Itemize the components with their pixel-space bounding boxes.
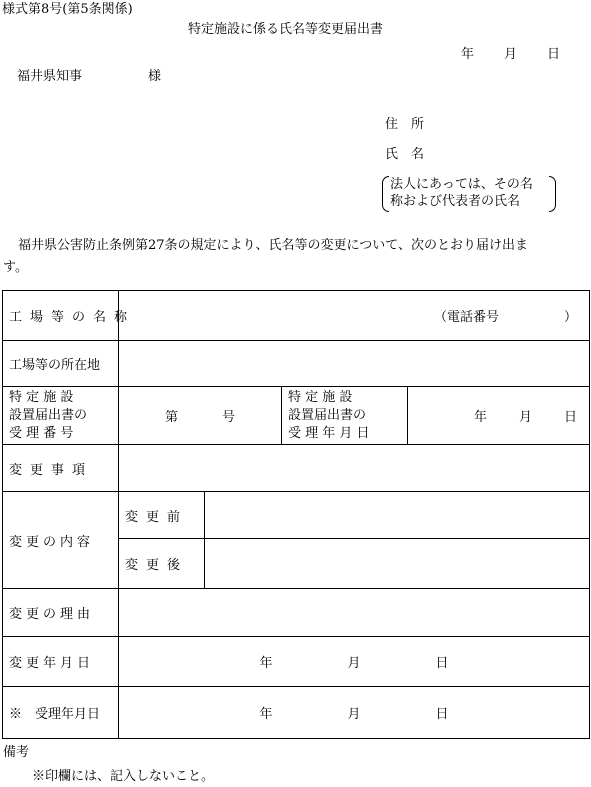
before-label: 変更前 <box>119 492 205 539</box>
location-field[interactable] <box>119 341 590 387</box>
receipt-date-label: ※ 受理年月日 <box>3 687 119 739</box>
name-label: 氏 名 <box>385 147 425 162</box>
row-receipt-date <box>3 687 590 739</box>
row-change-item <box>3 445 590 492</box>
reason-field[interactable] <box>119 589 590 637</box>
notif-month: 月 <box>518 410 532 425</box>
note-1: ※印欄には、記入しないこと。 <box>32 769 215 784</box>
form-number: 様式第8号(第5条関係) <box>2 2 133 17</box>
notif-year: 年 <box>473 410 487 425</box>
corporate-note <box>382 176 556 210</box>
notif-date-field[interactable] <box>408 387 590 445</box>
address-label: 住 所 <box>385 117 425 132</box>
row-change-date <box>3 637 590 687</box>
receipt-date-field[interactable] <box>119 687 590 739</box>
row-notification <box>3 387 590 445</box>
notif-number-label <box>3 387 119 445</box>
before-field[interactable] <box>205 492 590 539</box>
change-item-field[interactable] <box>119 445 590 492</box>
change-month: 月 <box>347 656 361 671</box>
phone-label: （電話番号 ） <box>434 310 578 325</box>
factory-name-field[interactable] <box>119 291 590 341</box>
row-reason <box>3 589 590 637</box>
change-year: 年 <box>259 656 273 671</box>
submission-date <box>461 48 560 61</box>
change-date-field[interactable] <box>119 637 590 687</box>
change-content-label: 変更の内容 <box>3 492 119 589</box>
row-change-before <box>3 492 590 539</box>
left-bracket <box>382 176 389 212</box>
notes-heading: 備考 <box>3 745 30 760</box>
row-factory-name <box>3 291 590 341</box>
notif-date-label-3: 受 理 年 月 日 <box>288 425 370 441</box>
go-label: 号 <box>222 410 236 425</box>
date-year: 年 <box>461 47 475 62</box>
notif-day: 日 <box>564 410 578 425</box>
change-day: 日 <box>435 656 449 671</box>
form-table <box>2 290 590 739</box>
change-item-label: 変更事項 <box>3 445 119 492</box>
receipt-year: 年 <box>259 707 273 722</box>
date-month: 月 <box>504 47 518 62</box>
notif-number-label-2: 設置届出書の <box>9 407 88 423</box>
body-text-line1: 福井県公害防止条例第27条の規定により、氏名等の変更について、次のとおり届け出ま <box>18 238 529 253</box>
body-text-line2: す。 <box>3 260 28 275</box>
right-bracket <box>549 176 556 212</box>
corporate-note-line1: 法人にあっては、その名 <box>390 177 533 192</box>
date-day: 日 <box>547 47 561 62</box>
notif-date-label-1: 特 定 施 設 <box>288 389 353 405</box>
receipt-day: 日 <box>435 707 449 722</box>
receipt-month: 月 <box>347 707 361 722</box>
document-title: 特定施設に係る氏名等変更届出書 <box>188 22 384 37</box>
location-label: 工場等の所在地 <box>3 341 119 387</box>
notif-number-label-1: 特 定 施 設 <box>9 389 74 405</box>
reason-label: 変更の理由 <box>3 589 119 637</box>
dai-label: 第 <box>164 410 178 425</box>
change-date-label: 変更年月日 <box>3 637 119 687</box>
notif-number-label-3: 受 理 番 号 <box>9 425 74 441</box>
notif-date-label <box>282 387 408 445</box>
addressee: 福井県知事 <box>17 69 83 84</box>
factory-name-label: 工場等の名称 <box>3 291 119 341</box>
after-field[interactable] <box>205 539 590 589</box>
after-label: 変更後 <box>119 539 205 589</box>
notif-number-field[interactable] <box>119 387 282 445</box>
honorific: 様 <box>148 69 162 84</box>
row-location <box>3 341 590 387</box>
notif-date-label-2: 設置届出書の <box>288 407 367 423</box>
corporate-note-line2: 称および代表者の氏名 <box>390 194 521 209</box>
